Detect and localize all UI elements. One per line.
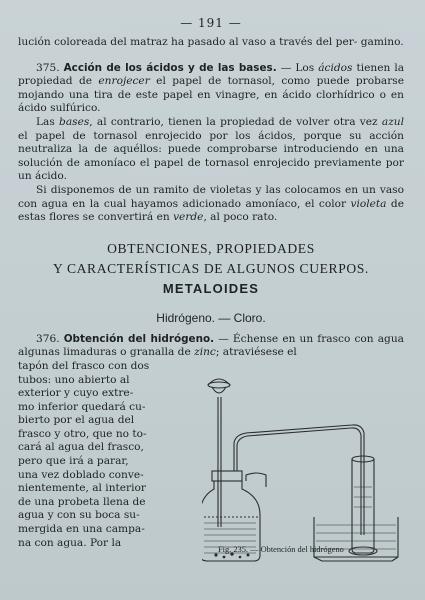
section-375-number: 375. — [36, 61, 60, 74]
text-line: agua y con su boca su- — [18, 509, 140, 522]
hydrogen-apparatus-illustration — [202, 367, 404, 563]
word-acidos: ácidos — [318, 61, 353, 74]
section-375-title: Acción de los ácidos y de las bases. — [63, 61, 277, 74]
text-line: na con agua. Por la — [18, 536, 122, 549]
text-line: frasco y otro, que no to- — [18, 427, 147, 440]
stand-base — [349, 547, 377, 555]
word-azul: azul — [381, 115, 404, 128]
section-376 — [18, 332, 404, 554]
delivery-tube — [234, 425, 364, 535]
word-verde: verde — [173, 211, 204, 224]
carryover-line-1: lución coloreada del matraz ha pasado al vaso a través del per- — [18, 36, 358, 48]
section-375-dash: — Los — [280, 61, 315, 74]
word-violeta: violeta — [350, 197, 387, 210]
page-number: — 191 — — [180, 16, 242, 30]
thistle-funnel — [208, 379, 230, 527]
section-375-text-2a: Las — [36, 115, 55, 128]
subheading: Hidrógeno. — Cloro. — [156, 310, 266, 325]
section-376-number: 376. — [36, 332, 60, 345]
section-375-text-3c: , al poco rato. — [203, 211, 278, 224]
text-line: una vez doblado conve- — [18, 468, 144, 481]
text-line: tubos: uno abierto al — [18, 373, 130, 386]
section-375-text-3b: de estas flores se convertirá en — [18, 197, 404, 224]
chapter-heading-line-1: OBTENCIONES, PROPIEDADES — [107, 240, 315, 256]
stopper — [212, 471, 242, 481]
chapter-heading — [18, 239, 404, 299]
section-375-paragraph-3 — [18, 184, 404, 225]
flask-neck — [246, 473, 266, 487]
text-line: cará al agua del frasco, — [18, 441, 144, 454]
text-line: bierto por el agua del — [18, 414, 135, 427]
text-line: exterior y cuyo extre- — [18, 387, 134, 400]
text-line: tapón del frasco con dos — [18, 359, 150, 372]
word-zinc: zinc — [194, 346, 216, 359]
section-375-text-2c: el papel de tornasol enrojecido por los ácidos, porque su acción neutraliza la de aquéllos: puede comprobarse introduciendo en una solución de amoníaco el papel de tornasol enrojecido previamente por un ácido. — [18, 129, 404, 183]
section-375-text-1b: el papel de tornasol, como puede probarse mojando una tira de este papel en vinagre, en ácido clorhídrico o en ácido sulfúrico. — [18, 75, 404, 115]
word-bases: bases — [59, 115, 90, 128]
text-line: mo inferior quedará cu- — [18, 400, 146, 413]
chapter-heading-line-2: Y CARACTERÍSTICAS DE ALGUNOS CUERPOS. — [53, 260, 369, 276]
section-375-text-1a: tienen la propiedad de — [18, 61, 405, 88]
text-line: pero que irá a parar, — [18, 455, 129, 468]
word-enrojecer: enrojecer — [98, 75, 150, 88]
section-376-column-text — [18, 360, 198, 550]
carryover-line-2: gamino. — [360, 36, 404, 48]
section-376-intro — [18, 333, 404, 360]
carryover-paragraph — [18, 36, 404, 50]
section-375-paragraph-1 — [18, 62, 404, 116]
text-line: mergida en una campa- — [18, 523, 145, 536]
section-375-text-2b: , al contrario, tienen la propiedad de volver otra vez — [89, 115, 378, 128]
figure-caption: Fig. 235. — Obtención del hidrógeno — [218, 544, 344, 554]
section-375-paragraph-2 — [18, 116, 404, 184]
section-376-intro-b: ; atraviésese el — [215, 346, 297, 359]
section-376-intro-a: — Échense en un frasco con agua algunas limaduras o granalla de — [18, 332, 404, 359]
chapter-heading-line-3: METALOIDES — [162, 280, 260, 296]
section-376-title: Obtención del hidrógeno. — [63, 332, 215, 345]
collecting-test-tube — [352, 456, 374, 553]
text-line: nientemente, al interior — [18, 482, 146, 495]
text-line: de una probeta llena de — [18, 495, 146, 508]
section-375-text-3a: Si disponemos de un ramito de violetas y las colocamos en un vaso con agua en la cual hayamos adicionado amoníaco, el color — [18, 183, 404, 210]
